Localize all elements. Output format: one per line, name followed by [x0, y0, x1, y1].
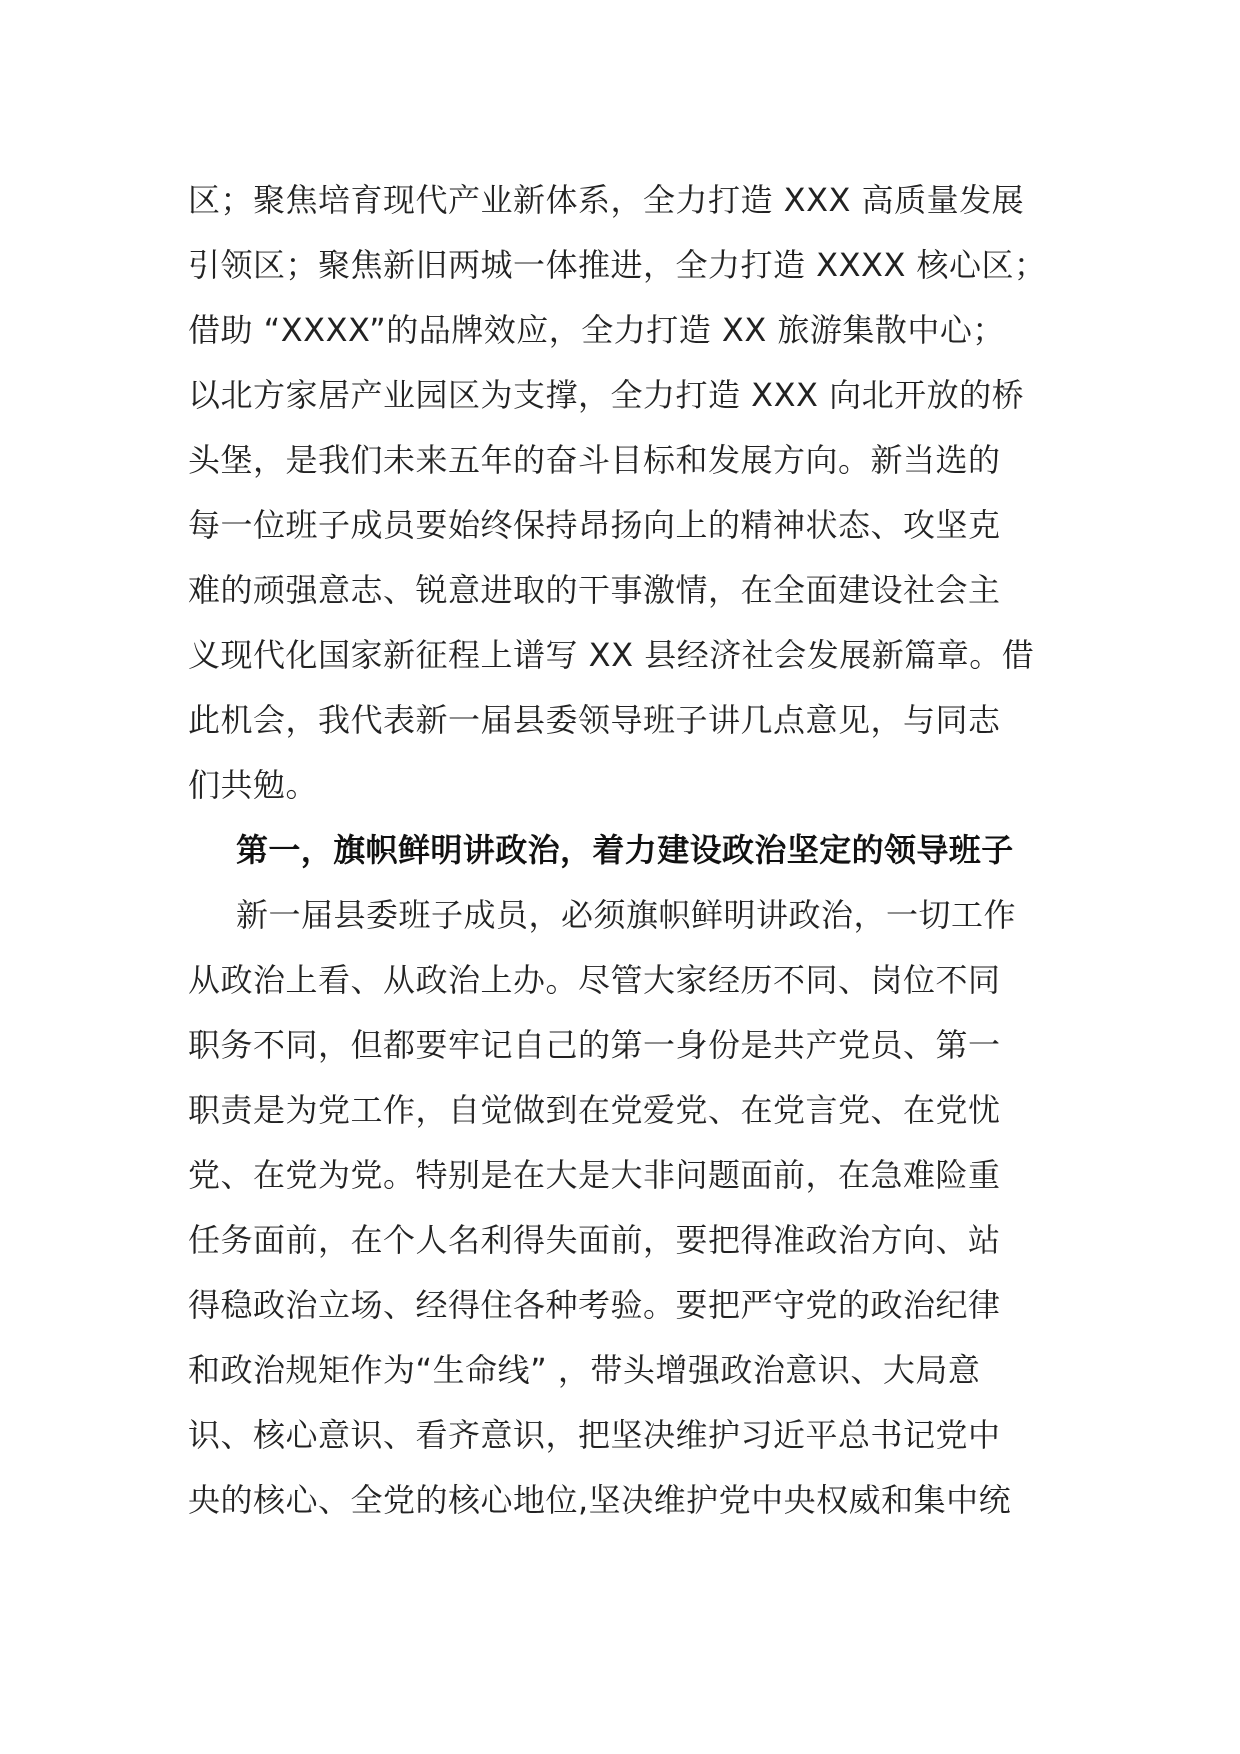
- body-line-13: 从政治上看、从政治上办。尽管大家经历不同、岗位不同: [188, 961, 1001, 999]
- body-line-7: 难的顽强意志、锐意进取的干事激情，在全面建设社会主: [188, 571, 1001, 609]
- body-line-14: 职务不同，但都要牢记自己的第一身份是共产党员、第一: [188, 1026, 1001, 1064]
- body-line-12: 新一届县委班子成员，必须旗帜鲜明讲政治，一切工作: [236, 896, 1017, 934]
- body-line-17: 任务面前，在个人名利得失面前，要把得准政治方向、站: [188, 1221, 1001, 1259]
- section-heading: 第一，旗帜鲜明讲政治，着力建设政治坚定的领导班子: [236, 831, 1014, 869]
- body-line-3: 借助 “XXXX”的品牌效应，全力打造 XX 旅游集散中心；: [188, 311, 1005, 349]
- body-line-1: 区；聚焦培育现代产业新体系，全力打造 XXX 高质量发展: [188, 181, 1025, 219]
- body-line-2: 引领区；聚焦新旧两城一体推进，全力打造 XXXX 核心区；: [188, 246, 1047, 284]
- body-line-5: 头堡，是我们未来五年的奋斗目标和发展方向。新当选的: [188, 441, 1001, 479]
- body-line-15: 职责是为党工作，自觉做到在党爱党、在党言党、在党忧: [188, 1091, 1001, 1129]
- body-line-9: 此机会，我代表新一届县委领导班子讲几点意见，与同志: [188, 701, 1001, 739]
- body-line-18: 得稳政治立场、经得住各种考验。要把严守党的政治纪律: [188, 1286, 1001, 1324]
- body-line-6: 每一位班子成员要始终保持昂扬向上的精神状态、攻坚克: [188, 506, 1001, 544]
- body-line-10: 们共勉。: [188, 766, 319, 804]
- body-line-21: 央的核心、全党的核心地位,坚决维护党中央权威和集中统: [188, 1481, 1012, 1519]
- body-line-4: 以北方家居产业园区为支撑，全力打造 XXX 向北开放的桥: [188, 376, 1025, 414]
- body-line-19: 和政治规矩作为“生命线” ，带头增强政治意识、大局意: [188, 1351, 981, 1389]
- body-line-8: 义现代化国家新征程上谱写 XX 县经济社会发展新篇章。借: [188, 636, 1035, 674]
- body-line-20: 识、核心意识、看齐意识，把坚决维护习近平总书记党中: [188, 1416, 1001, 1454]
- document-body: [188, 168, 1060, 1533]
- body-line-16: 党、在党为党。特别是在大是大非问题面前，在急难险重: [188, 1156, 1001, 1194]
